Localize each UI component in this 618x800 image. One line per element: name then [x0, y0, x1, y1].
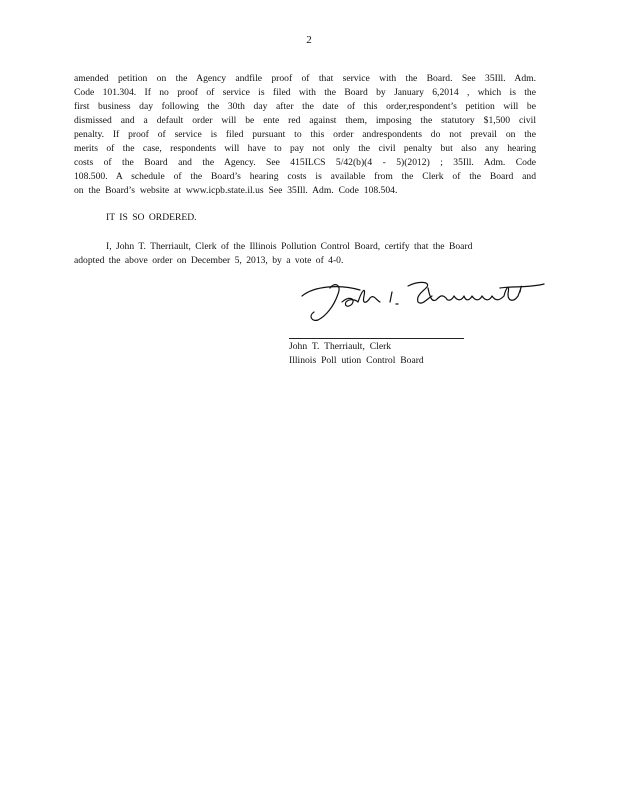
body-line: Code 101.304. If no proof of service is filed with the Board by January 6,2014 , which is the	[74, 87, 536, 98]
body-line: first business day following the 30th day after the date of this order,respondent’s petition will be	[74, 101, 536, 112]
signature-line	[289, 338, 464, 339]
body-line: dismissed and a default order will be ente red against them, imposing the statutory $1,500 civil	[74, 115, 536, 126]
signatory-name: John T. Therriault, Clerk	[289, 341, 392, 352]
body-line: merits of the case, respondents will have to pay not only the civil penalty but also any hearing	[74, 143, 536, 154]
signatory-organization: Illinois Poll ution Control Board	[289, 355, 424, 366]
body-line: on the Board’s website at www.icpb.state.il.us See 35Ill. Adm. Code 108.504.	[74, 185, 398, 196]
so-ordered-statement: IT IS SO ORDERED.	[106, 212, 197, 223]
body-line: penalty. If proof of service is filed pursuant to this order andrespondents do not prevail on the	[74, 129, 536, 140]
clerk-signature-image	[300, 276, 550, 336]
body-line: amended petition on the Agency andfile proof of that service with the Board. See 35Ill. Adm.	[74, 73, 536, 84]
certification-line: I, John T. Therriault, Clerk of the Illinois Pollution Control Board, certify that the Board	[106, 241, 473, 252]
body-line: costs of the Board and the Agency. See 415ILCS 5/42(b)(4 - 5)(2012) ; 35Ill. Adm. Code	[74, 157, 536, 168]
certification-line: adopted the above order on December 5, 2013, by a vote of 4-0.	[74, 255, 344, 266]
page-number: 2	[306, 34, 312, 46]
body-line: 108.500. A schedule of the Board’s hearing costs is available from the Clerk of the Board and	[74, 171, 536, 182]
